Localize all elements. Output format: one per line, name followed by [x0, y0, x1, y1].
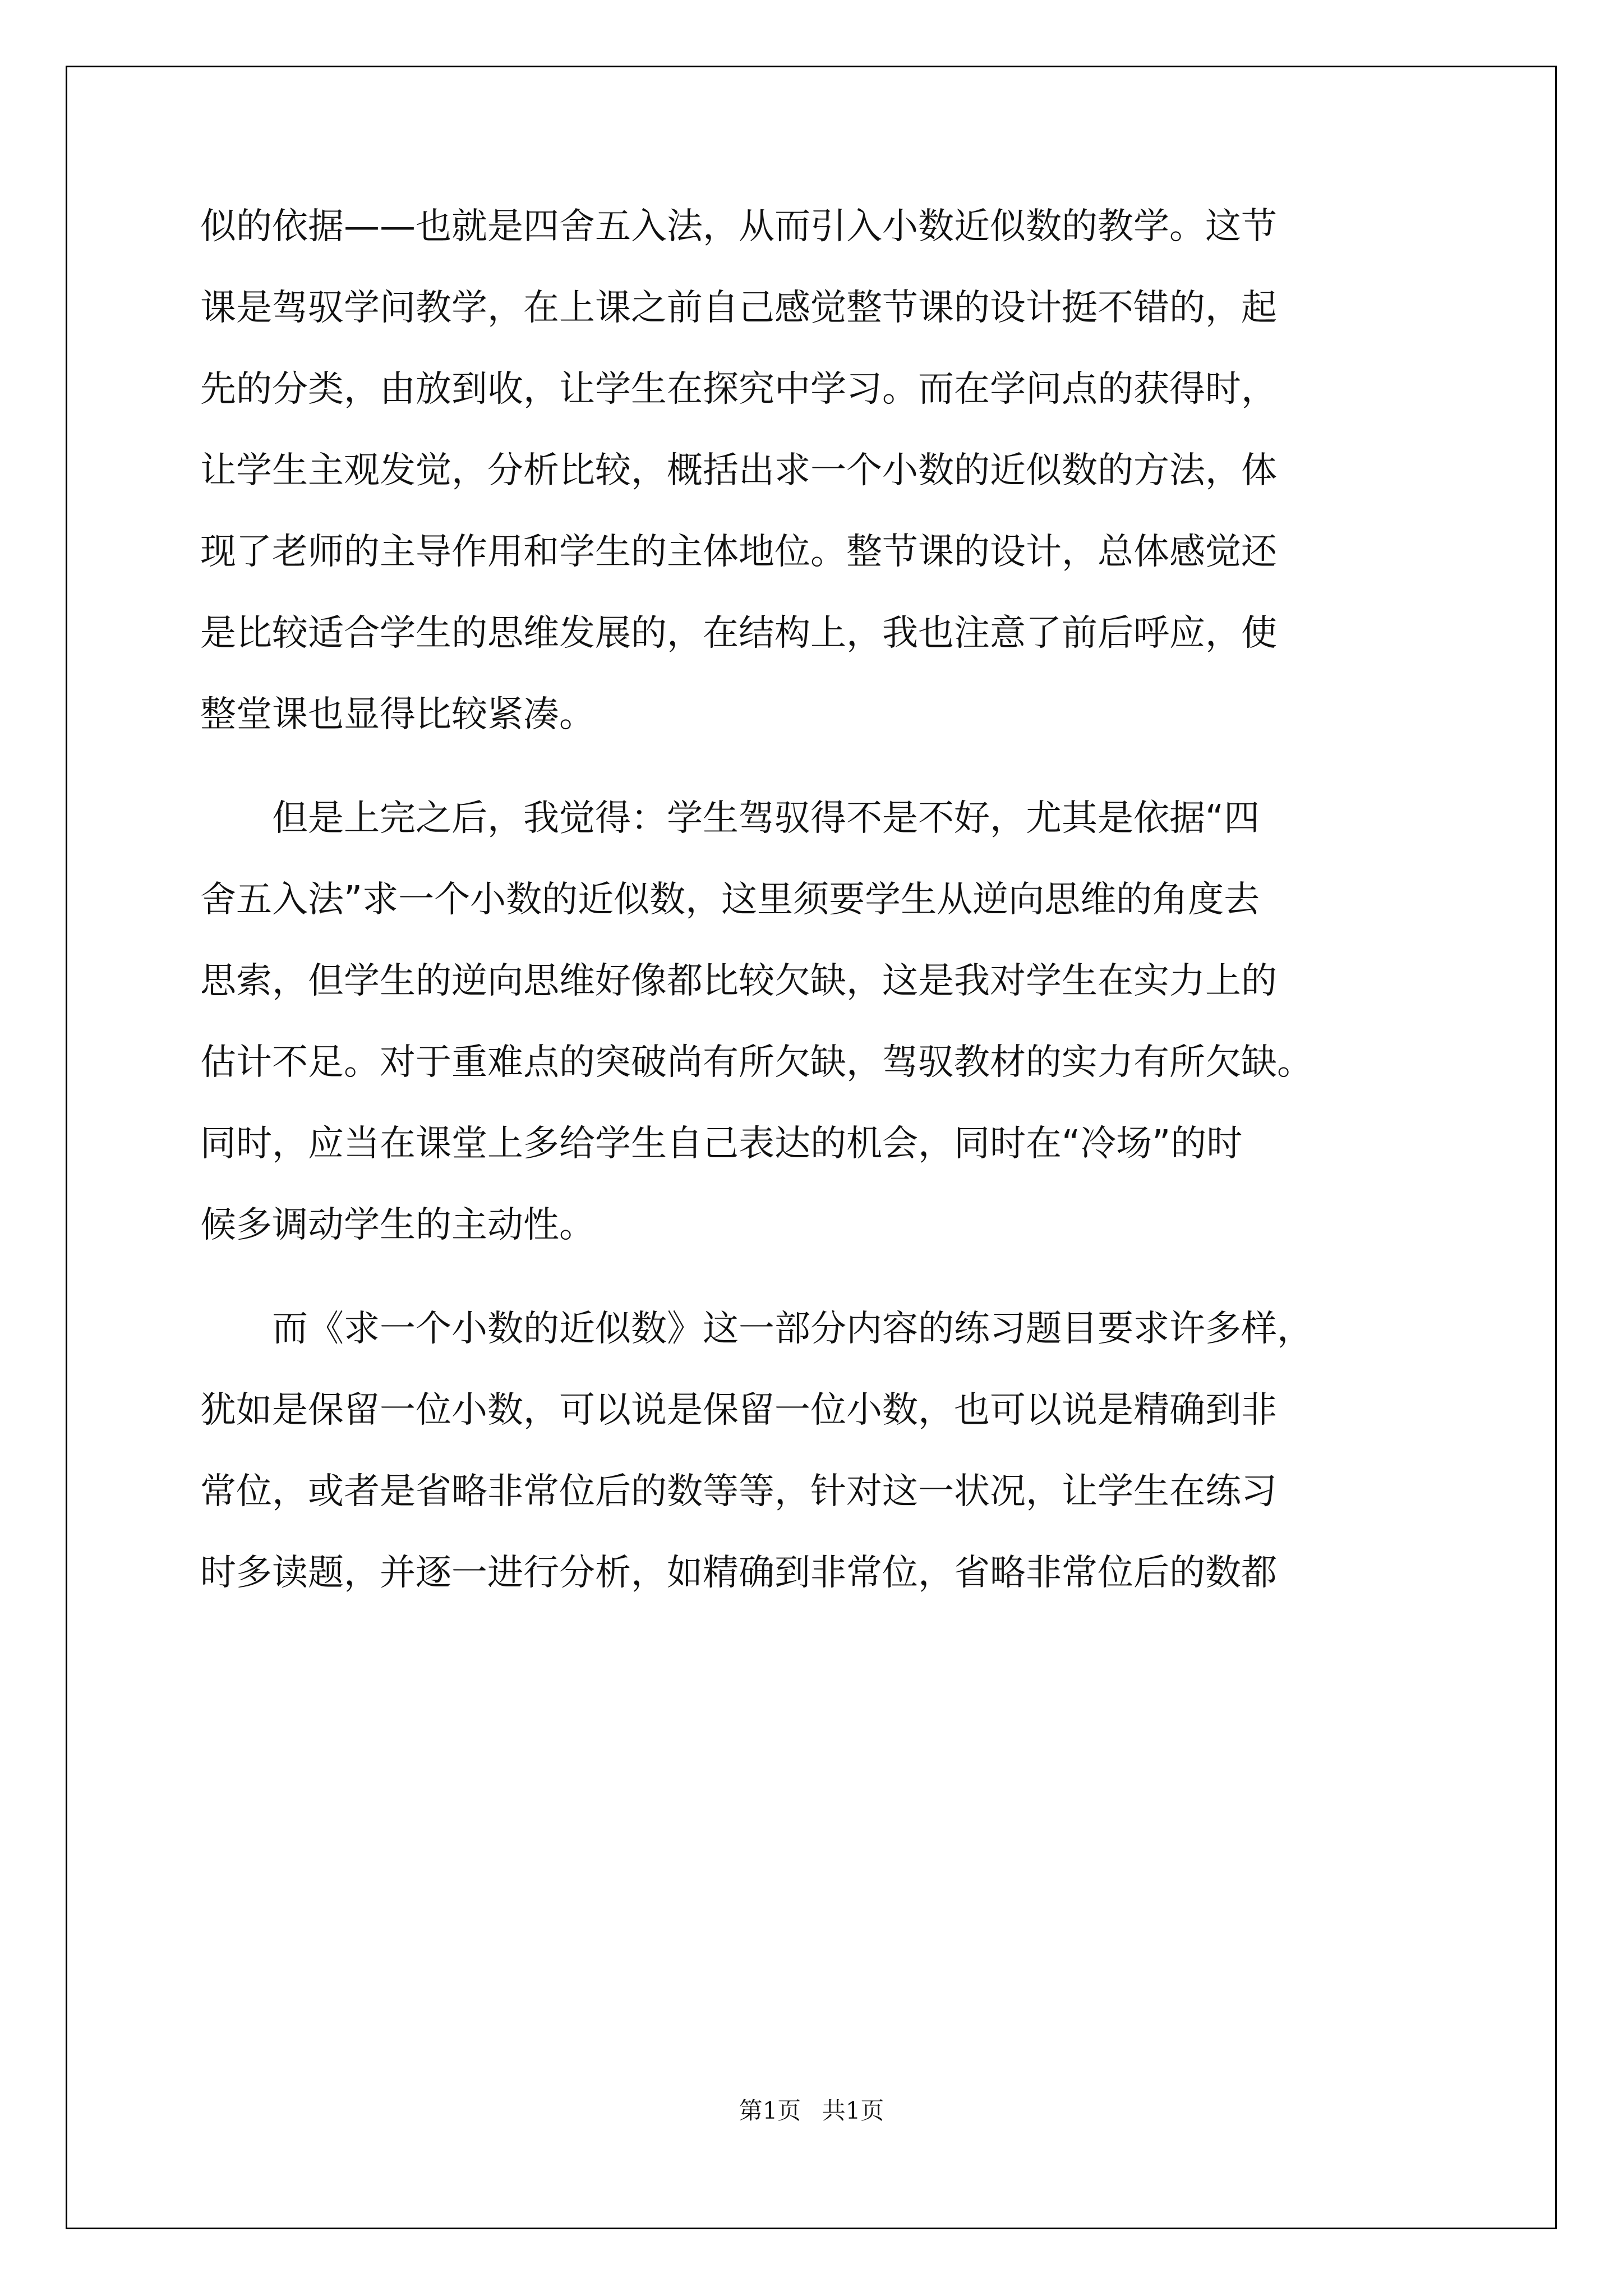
text-line: 候多调动学生的主动性。 [200, 1204, 595, 1246]
text-line: 是比较适合学生的思维发展的，在结构上，我也注意了前后呼应，使 [200, 613, 1277, 654]
text-line: 时多读题，并逐一进行分析，如精确到非常位，省略非常位后的数都 [200, 1552, 1277, 1594]
text-line: 思索，但学生的逆向思维好像都比较欠缺，这是我对学生在实力上的 [200, 960, 1277, 1002]
paragraph [200, 1308, 1434, 1636]
text-line: 估计不足。对于重难点的突破尚有所欠缺，驾驭教材的实力有所欠缺。 [200, 1042, 1313, 1083]
text-line: 而《求一个小数的近似数》这一部分内容的练习题目要求许多样， [200, 1308, 1313, 1350]
document-body [200, 206, 1434, 1636]
paragraph [200, 800, 1434, 1289]
text-line: 让学生主观发觉，分析比较，概括出求一个小数的近似数的方法，体 [200, 450, 1277, 491]
page-footer [0, 2092, 1623, 2126]
text-line: 似的依据——也就是四舍五入法，从而引入小数近似数的教学。这节 [200, 206, 1277, 247]
paragraph-spacer [200, 1289, 1434, 1311]
paragraph-spacer [200, 778, 1434, 800]
page-total: 共1页 [822, 2097, 884, 2124]
text-line: 常位，或者是省略非常位后的数等等，针对这一状况，让学生在练习 [200, 1471, 1277, 1512]
text-line: 但是上完之后，我觉得：学生驾驭得不是不好，尤其是依据“四 [200, 798, 1260, 839]
text-line: 现了老师的主导作用和学生的主体地位。整节课的设计，总体感觉还 [200, 531, 1277, 573]
text-line: 舍五入法”求一个小数的近似数，这里须要学生从逆向思维的角度去 [200, 879, 1260, 921]
page-number: 第1页 [739, 2097, 801, 2124]
paragraph [200, 206, 1434, 778]
text-line: 先的分类，由放到收，让学生在探究中学习。而在学问点的获得时， [200, 369, 1277, 410]
text-line: 同时，应当在课堂上多给学生自己表达的机会，同时在“冷场”的时 [200, 1123, 1243, 1165]
text-line: 课是驾驭学问教学，在上课之前自己感觉整节课的设计挺不错的，起 [200, 287, 1277, 329]
text-line: 整堂课也显得比较紧凑。 [200, 694, 595, 735]
text-line: 犹如是保留一位小数，可以说是保留一位小数，也可以说是精确到非 [200, 1389, 1277, 1431]
